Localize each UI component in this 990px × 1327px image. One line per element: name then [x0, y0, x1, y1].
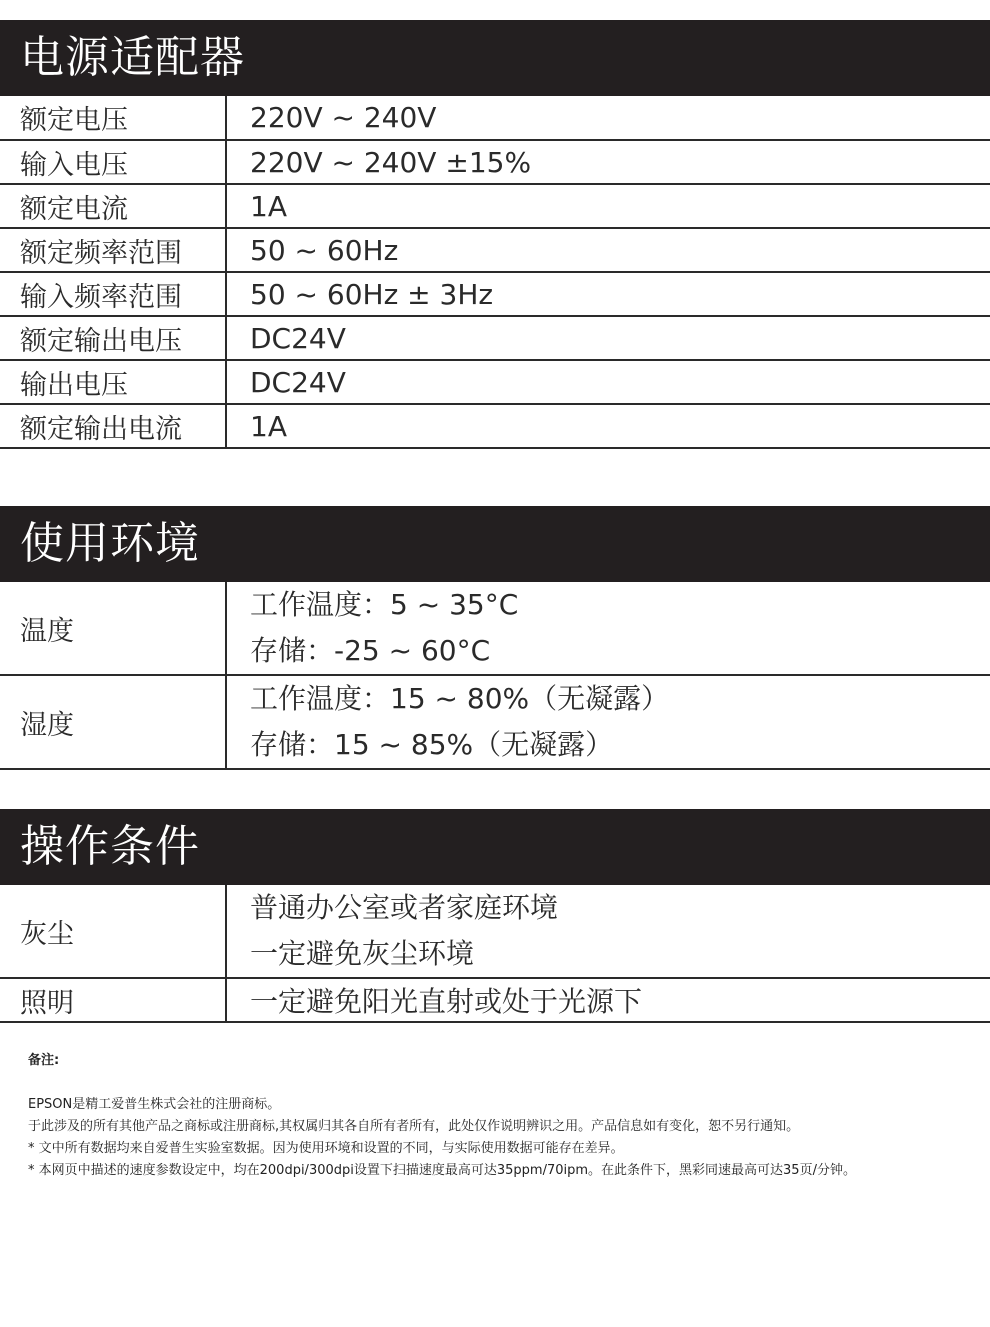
table-row [0, 360, 990, 404]
operation-table [0, 885, 990, 1023]
row-value: 220V ~ 240V ±15% [226, 140, 990, 184]
row-value: DC24V [226, 360, 990, 404]
value-line: 存储：-25 ~ 60°C [250, 634, 491, 667]
table-row [0, 228, 990, 272]
note-line: * 文中所有数据均来自爱普生实验室数据。因为使用环境和设置的不同，与实际使用数据可能存在差异。 [28, 1141, 624, 1156]
table-row [0, 272, 990, 316]
value-line: 存储：15 ~ 85%（无凝露） [250, 728, 614, 761]
table-row [0, 316, 990, 360]
environment-table [0, 582, 990, 770]
row-label: 输入频率范围 [0, 272, 226, 316]
row-label: 照明 [0, 978, 226, 1022]
table-row [0, 675, 990, 769]
table-row [0, 404, 990, 448]
row-value [226, 582, 990, 675]
row-value: 1A [226, 404, 990, 448]
row-label: 灰尘 [0, 885, 226, 978]
note-line: EPSON是精工爱普生株式会社的注册商标。 [28, 1097, 281, 1112]
row-label: 额定输出电压 [0, 316, 226, 360]
row-label: 额定频率范围 [0, 228, 226, 272]
table-row [0, 582, 990, 675]
value-line: 工作温度：15 ~ 80%（无凝露） [250, 682, 670, 715]
row-label: 输出电压 [0, 360, 226, 404]
table-row [0, 978, 990, 1022]
environment-section-title: 使用环境 [0, 506, 990, 582]
power-section [0, 20, 990, 449]
row-label: 额定输出电流 [0, 404, 226, 448]
note-line: 于此涉及的所有其他产品之商标或注册商标,其权属归其各自所有者所有，此处仅作说明辨识之用。产品信息如有变化，恕不另行通知。 [28, 1119, 800, 1134]
environment-section [0, 506, 990, 770]
table-row [0, 96, 990, 140]
row-value: 50 ~ 60Hz [226, 228, 990, 272]
row-label: 湿度 [0, 675, 226, 769]
notes [28, 1050, 978, 1182]
row-value: 1A [226, 184, 990, 228]
operation-section [0, 809, 990, 1023]
notes-title: 备注: [28, 1053, 60, 1068]
table-row [0, 184, 990, 228]
row-label: 额定电压 [0, 96, 226, 140]
value-line: 工作温度：5 ~ 35°C [250, 588, 519, 621]
value-line: 普通办公室或者家庭环境 [250, 891, 559, 924]
row-value: 50 ~ 60Hz ± 3Hz [226, 272, 990, 316]
row-value: 一定避免阳光直射或处于光源下 [226, 978, 990, 1022]
table-row [0, 140, 990, 184]
note-line: * 本网页中描述的速度参数设定中，均在200dpi/300dpi设置下扫描速度最高可达35ppm/70ipm。在此条件下，黑彩同速最高可达35页/分钟。 [28, 1163, 856, 1178]
row-value: DC24V [226, 316, 990, 360]
row-label: 输入电压 [0, 140, 226, 184]
table-row [0, 885, 990, 978]
row-label: 额定电流 [0, 184, 226, 228]
value-line: 一定避免灰尘环境 [250, 937, 475, 970]
row-value [226, 885, 990, 978]
power-table [0, 96, 990, 449]
row-label: 温度 [0, 582, 226, 675]
power-section-title: 电源适配器 [0, 20, 990, 96]
row-value: 220V ~ 240V [226, 96, 990, 140]
operation-section-title: 操作条件 [0, 809, 990, 885]
row-value [226, 675, 990, 769]
